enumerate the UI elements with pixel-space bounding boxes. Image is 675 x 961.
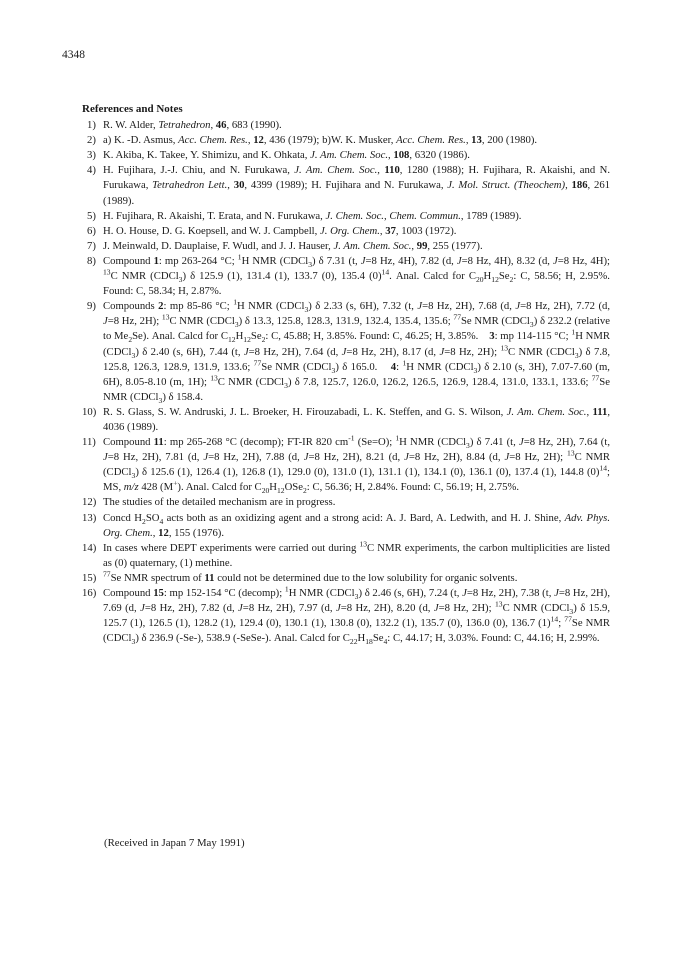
- reference-item: [82, 239, 610, 254]
- reference-text: Compound 1: mp 263-264 °C; $^1$H NMR (CDCl$_3$) δ 7.31 (t, J=8 Hz, 4H), 7.82 (d, J=8 Hz, 4H), 8.32 (d, J=8 Hz, 4H); $^{13}$C NMR (CDCl$_3$) δ 125.9 (1), 131.4 (1), 133.7 (0), 135.4 $(0)^{14}$. Anal. Calcd for $C_{20}H_{12}Se_2$: C, 58.56; H, 2.95%. Found: C, 58.34; H, 2.87%.: [103, 252, 610, 298]
- reference-item: [82, 163, 610, 208]
- reference-list: [82, 118, 610, 646]
- reference-number: 2): [87, 134, 96, 147]
- reference-item: [82, 118, 610, 133]
- reference-item: [82, 541, 610, 571]
- reference-number: 7): [87, 239, 96, 252]
- reference-item: [82, 511, 610, 541]
- reference-text: Compounds 2: mp 85-86 °C; $^1$H NMR (CDCl$_3$) δ 2.33 (s, 6H), 7.32 (t, J=8 Hz, 2H), 7.68 (d, J=8 Hz, 2H), 7.72 (d, J=8 Hz, 2H); $^{13}$C NMR (CDCl$_3$) δ 13.3, 125.8, 128.3, 131.9, 132.4, 135.4, 135.6; $^{77}$Se NMR (CDCl$_3$) δ 232.2 (relative to $Me_2Se$). Anal. Calcd for $C_{12}H_{12}Se_2$: C, 45.88; H, 3.85%. Found: C, 46.25; H, 3.85%. 3: mp 114-115 °C; $^1$H NMR (CDCl$_3$) δ 2.40 (s, 6H), 7.44 (t, J=8 Hz, 2H), 7.64 (d, J=8 Hz, 2H), 8.17 (d, J=8 Hz, 2H); $^{13}$C NMR (CDCl$_3$) δ 7.8, 125.8, 126.3, 128.9, 131.9, 133.6; $^{77}$Se NMR (CDCl$_3$) δ 165.0. 4: $^1$H NMR (CDCl$_3$) δ 2.10 (s, 3H), 7.07-7.60 (m, 6H), 8.05-8.10 (m, 1H); $^{13}$C NMR (CDCl$_3$) δ 7.8, 125.7, 126.0, 126.2, 126.5, 126.9, 128.4, 131.0, 133.1, 133.6; $^{77}$Se NMR (CDCl$_3$) δ 158.4.: [103, 297, 611, 405]
- reference-number: 15): [82, 571, 97, 584]
- reference-number: 5): [87, 209, 96, 222]
- reference-number: 9): [87, 300, 96, 313]
- reference-number: 8): [87, 254, 96, 267]
- reference-item: [82, 299, 610, 405]
- reference-text: R. S. Glass, S. W. Andruski, J. L. Broeker, H. Firouzabadi, L. K. Steffen, and G. S. Wilson, J. Am. Chem. Soc., 111, 4036 (1989).: [103, 405, 610, 433]
- received-date: (Received in Japan 7 May 1991): [104, 837, 245, 849]
- reference-text: Concd $H_2SO_4$ acts both as an oxidizing agent and a strong acid: A. J. Bard, A. Ledwith, and H. J. Shine, Adv. Phys. Org. Chem., 12, 155 (1976).: [103, 511, 610, 539]
- reference-item: [82, 586, 610, 646]
- reference-item: [82, 254, 610, 299]
- reference-number: 12): [82, 496, 97, 509]
- reference-text: a) K. -D. Asmus, Acc. Chem. Res., 12, 436 (1979); b)W. K. Musker, Acc. Chem. Res., 13, 200 (1980).: [103, 134, 538, 147]
- reference-text: K. Akiba, K. Takee, Y. Shimizu, and K. Ohkata, J. Am. Chem. Soc., 108, 6320 (1986).: [103, 149, 470, 162]
- reference-item: [82, 133, 610, 148]
- reference-number: 11): [82, 436, 96, 449]
- reference-text: Compound 15: mp 152-154 °C (decomp); $^1$H NMR (CDCl$_3$) δ 2.46 (s, 6H), 7.24 (t, J=8 Hz, 2H), 7.38 (t, J=8 Hz, 2H), 7.69 (d, J=8 Hz, 2H), 7.82 (d, J=8 Hz, 2H), 7.97 (d, J=8 Hz, 2H), 8.20 (d, J=8 Hz, 2H); $^{13}$C NMR (CDCl$_3$) δ 15.9, 125.7 (1), 126.5 (1), 128.2 (1), 129.4 (0), 130.1 (1), 130.8 (0), 132.2 (1), 135.7 (0), 136.0 (0), 136.7 $(1)^{14}$; $^{77}$Se NMR (CDCl$_3$) δ 236.9 (-Se-), 538.9 (-SeSe-). Anal. Calcd for $C_{22}H_{18}Se_4$: C, 44.17; H, 3.03%. Found: C, 44.16; H, 2.99%.: [103, 584, 611, 647]
- reference-number: 16): [82, 587, 97, 599]
- reference-text: H. Fujihara, R. Akaishi, T. Erata, and N. Furukawa, J. Chem. Soc., Chem. Commun., 1789 (1989).: [103, 209, 522, 222]
- reference-text: In cases where DEPT experiments were carried out during $^{13}$C NMR experiments, the carbon multiplicities are listed as (0) quaternary, (1) methine.: [103, 539, 610, 569]
- reference-number: 6): [87, 224, 96, 237]
- reference-text: Compound 11: mp 265-268 °C (decomp); FT-IR 820 $cm^{-1}$ (Se=O); $^1$H NMR (CDCl$_3$) δ 7.41 (t, J=8 Hz, 2H), 7.64 (t, J=8 Hz, 2H), 7.81 (d, J=8 Hz, 2H), 7.88 (d, J=8 Hz, 2H), 8.21 (d, J=8 Hz, 2H), 8.84 (d, J=8 Hz, 2H); $^{13}$C NMR (CDCl$_3$) δ 125.6 (1), 126.4 (1), 126.8 (1), 129.0 (0), 131.0 (1), 131.1 (1), 134.1 (0), 136.1 (0), 137.4 (1), 144.8 $(0)^{14}$; MS, m/z 428 (M+). Anal. Calcd for $C_{20}H_{12}OSe_2$: C, 56.36; H, 2.84%. Found: C, 56.19; H, 2.75%.: [103, 433, 611, 496]
- reference-item: [82, 209, 610, 224]
- reference-item: [82, 148, 610, 163]
- reference-number: 1): [87, 119, 96, 132]
- reference-text: The studies of the detailed mechanism are in progress.: [103, 496, 336, 509]
- reference-item: [82, 405, 610, 435]
- section-title: References and Notes: [82, 103, 183, 115]
- reference-text: J. Meinwald, D. Dauplaise, F. Wudl, and J. J. Hauser, J. Am. Chem. Soc., 99, 255 (1977).: [103, 239, 483, 252]
- reference-item: [82, 571, 610, 586]
- reference-number: 13): [82, 511, 97, 524]
- reference-item: [82, 224, 610, 239]
- page-number: 4348: [62, 49, 85, 61]
- reference-text: H. O. House, D. G. Koepsell, and W. J. Campbell, J. Org. Chem., 37, 1003 (1972).: [103, 224, 457, 237]
- reference-text: R. W. Alder, Tetrahedron, 46, 683 (1990).: [103, 119, 282, 132]
- reference-item: [82, 435, 610, 495]
- reference-number: 3): [87, 149, 96, 162]
- reference-number: 4): [87, 164, 96, 177]
- reference-number: 14): [82, 541, 97, 554]
- reference-number: 10): [82, 405, 97, 418]
- references-section: [82, 102, 610, 646]
- reference-text: $^{77}$Se NMR spectrum of 11 could not be determined due to the low solubility for organic solvents.: [103, 569, 518, 584]
- reference-text: H. Fujihara, J.-J. Chiu, and N. Furukawa, J. Am. Chem. Soc., 110, 1280 (1988); H. Fujihara, R. Akaishi, and N. Furukawa, Tetrahedron Lett., 30, 4399 (1989); H. Fujihara and N. Furukawa, J. Mol. Struct. (Theochem), 186, 261 (1989).: [103, 164, 611, 207]
- reference-item: [82, 495, 610, 510]
